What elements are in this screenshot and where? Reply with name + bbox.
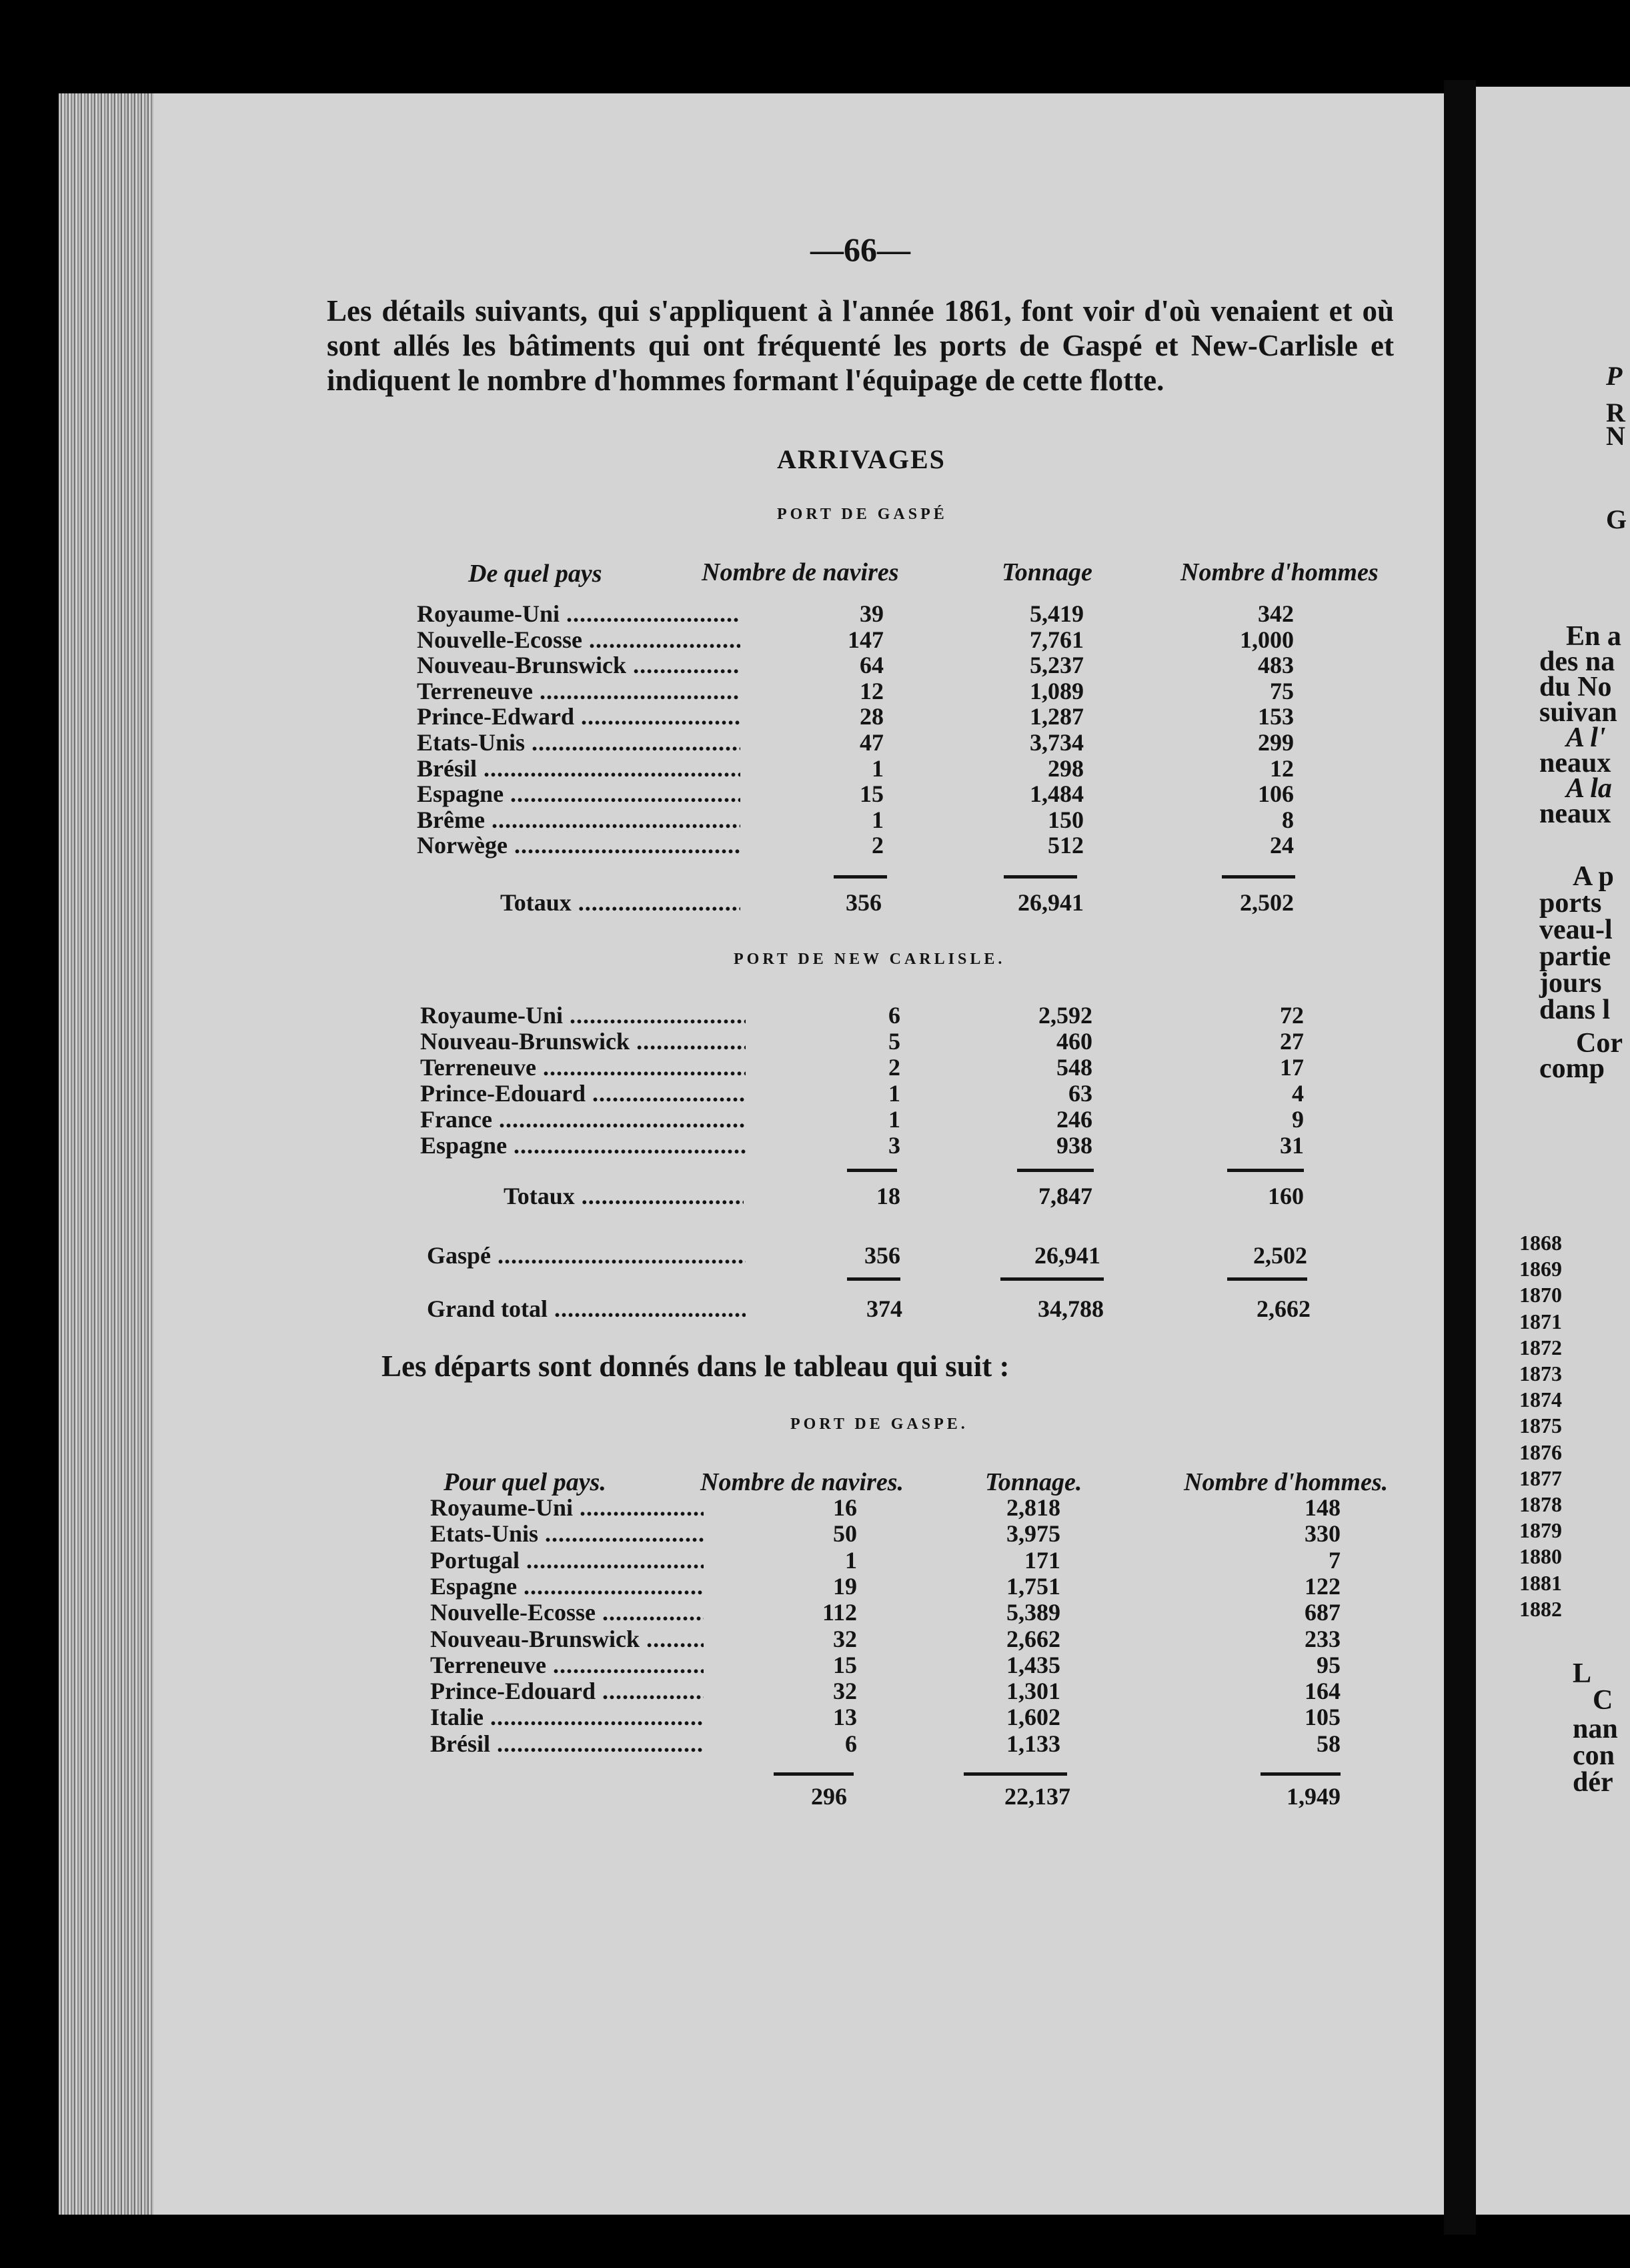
total-rule	[1004, 875, 1077, 879]
right-page-text: ports	[1539, 888, 1602, 919]
navires-value: 1	[888, 1106, 900, 1133]
country-label: France .....	[420, 1106, 746, 1133]
tonnage-value: 460	[1056, 1028, 1092, 1055]
right-page-text: 1881	[1519, 1570, 1562, 1595]
hommes-value: 27	[1280, 1028, 1304, 1055]
country-label: Etats-Unis .....	[417, 729, 740, 756]
right-page-text: N	[1606, 421, 1625, 451]
dep-col-header-hommes: Nombre d'hommes.	[1184, 1468, 1389, 1496]
navires-value: 12	[860, 677, 884, 704]
tonnage-value: 3,734	[1030, 729, 1084, 756]
tonnage-value: 512	[1048, 832, 1084, 859]
right-page-text: R	[1606, 398, 1625, 428]
navires-value: 2	[872, 832, 884, 859]
total-label: Totaux .....	[504, 1183, 744, 1209]
navires-value: 18	[876, 1183, 900, 1209]
right-page-text: 1876	[1519, 1440, 1562, 1464]
dep-total-rule	[1261, 1772, 1341, 1776]
navires-value: 356	[864, 1242, 900, 1269]
right-page-text: neaux	[1539, 748, 1611, 778]
book-gutter	[1444, 80, 1476, 2235]
hommes-value: 24	[1270, 832, 1294, 859]
tonnage-value: 1,301	[1006, 1678, 1060, 1705]
navires-value: 112	[822, 1599, 857, 1626]
dep-total-rule	[774, 1772, 854, 1776]
right-page-text: suivan	[1539, 697, 1617, 728]
country-label: Norwège .....	[417, 832, 740, 859]
right-page-text: partie	[1539, 941, 1611, 972]
dep-col-header-tonnage: Tonnage.	[985, 1468, 1082, 1496]
hommes-value: 95	[1317, 1651, 1341, 1678]
right-page-text: En a	[1566, 621, 1621, 652]
hommes-value: 483	[1258, 652, 1294, 679]
country-label: Royaume-Uni .....	[417, 600, 740, 627]
right-page-text: con	[1573, 1740, 1615, 1771]
tonnage-value: 7,761	[1030, 626, 1084, 653]
total-rule	[1227, 1169, 1304, 1172]
right-page-text: G	[1606, 504, 1627, 534]
navires-value: 1	[872, 806, 884, 833]
navires-value: 32	[833, 1625, 857, 1652]
country-label: Prince-Edouard .....	[420, 1080, 746, 1107]
total-rule	[834, 875, 887, 879]
right-page-text: 1875	[1519, 1413, 1562, 1438]
hommes-value: 58	[1317, 1730, 1341, 1757]
right-page-text: 1870	[1519, 1283, 1562, 1307]
right-page-text: 1871	[1519, 1309, 1562, 1333]
hommes-value: 31	[1280, 1132, 1304, 1159]
right-page-text: P	[1606, 361, 1623, 391]
country-label: Prince-Edouard .....	[430, 1678, 704, 1704]
tonnage-value: 938	[1056, 1132, 1092, 1159]
tonnage-value: 1,602	[1006, 1704, 1060, 1731]
right-page-text: comp	[1539, 1053, 1605, 1084]
hommes-value: 1,949	[1287, 1783, 1341, 1810]
country-label: Espagne .....	[430, 1573, 704, 1600]
tonnage-value: 1,435	[1006, 1651, 1060, 1678]
hommes-value: 299	[1258, 729, 1294, 756]
hommes-value: 330	[1305, 1520, 1341, 1548]
tonnage-value: 2,818	[1006, 1494, 1060, 1521]
country-label: Nouvelle-Ecosse .....	[417, 626, 740, 653]
navires-value: 19	[833, 1572, 857, 1600]
tonnage-value: 26,941	[1034, 1242, 1100, 1269]
tonnage-value: 246	[1056, 1106, 1092, 1133]
country-label: Brésil .....	[430, 1730, 704, 1757]
right-page-text: A la	[1566, 773, 1612, 804]
right-page-text: dans l	[1539, 995, 1611, 1025]
total-label: Grand total .....	[427, 1295, 746, 1322]
navires-value: 13	[833, 1704, 857, 1731]
navires-value: 32	[833, 1678, 857, 1705]
country-label: Nouveau-Brunswick .....	[420, 1028, 746, 1055]
right-page-text: nan	[1573, 1714, 1618, 1744]
hommes-value: 17	[1280, 1054, 1304, 1081]
right-page-text: veau-l	[1539, 915, 1613, 945]
hommes-value: 342	[1258, 600, 1294, 627]
right-page-text: Cor	[1576, 1028, 1623, 1059]
country-label: Terreneuve .....	[417, 678, 740, 704]
tonnage-value: 26,941	[1018, 889, 1084, 916]
tonnage-value: 5,389	[1006, 1599, 1060, 1626]
country-label: Brême .....	[417, 806, 740, 833]
hommes-value: 1,000	[1240, 626, 1294, 653]
tonnage-value: 548	[1056, 1054, 1092, 1081]
hommes-value: 8	[1282, 806, 1294, 833]
tonnage-value: 34,788	[1038, 1295, 1104, 1322]
tonnage-value: 63	[1068, 1080, 1092, 1107]
right-page-text: L	[1573, 1658, 1592, 1689]
country-label: Royaume-Uni .....	[420, 1002, 746, 1029]
col-header-tonnage: Tonnage	[1002, 558, 1092, 586]
navires-value: 6	[888, 1002, 900, 1029]
total-label: Gaspé .....	[427, 1242, 746, 1269]
tonnage-value: 1,089	[1030, 677, 1084, 704]
country-label: Italie .....	[430, 1704, 704, 1730]
total-rule	[1222, 875, 1295, 879]
hommes-value: 105	[1305, 1704, 1341, 1731]
tonnage-value: 22,137	[1004, 1783, 1070, 1810]
port-gaspe-title: PORT DE GASPÉ	[777, 506, 948, 523]
navires-value: 2	[888, 1054, 900, 1081]
page-number: —66—	[810, 231, 910, 268]
right-page-text: jours	[1539, 968, 1602, 999]
country-label: Terreneuve .....	[430, 1652, 704, 1678]
country-label: Espagne .....	[420, 1132, 746, 1159]
col-header-hommes: Nombre d'hommes	[1180, 558, 1379, 586]
navires-value: 28	[860, 703, 884, 730]
right-page-text: 1877	[1519, 1466, 1562, 1490]
hommes-value: 7	[1329, 1546, 1341, 1574]
grand-total-rule	[1227, 1277, 1307, 1281]
navires-value: 64	[860, 652, 884, 679]
tonnage-value: 1,133	[1006, 1730, 1060, 1757]
country-label: Terreneuve .....	[420, 1054, 746, 1081]
hommes-value: 160	[1268, 1183, 1304, 1209]
tonnage-value: 1,751	[1006, 1572, 1060, 1600]
navires-value: 3	[888, 1132, 900, 1159]
port-new-carlisle-title: PORT DE NEW CARLISLE.	[734, 951, 1006, 968]
right-page-text: 1880	[1519, 1544, 1562, 1569]
right-page-text: A p	[1573, 861, 1614, 892]
right-page-text: 1878	[1519, 1492, 1562, 1516]
navires-value: 6	[845, 1730, 857, 1757]
tonnage-value: 1,484	[1030, 780, 1084, 808]
navires-value: 47	[860, 729, 884, 756]
hommes-value: 9	[1292, 1106, 1304, 1133]
departures-intro: Les départs sont donnés dans le tableau qui suit :	[381, 1349, 1010, 1383]
dep-col-header-navires: Nombre de navires.	[700, 1468, 904, 1496]
country-label: Nouvelle-Ecosse .....	[430, 1599, 704, 1626]
right-page-text: 1872	[1519, 1335, 1562, 1359]
intro-paragraph: Les détails suivants, qui s'appliquent à l'année 1861, font voir d'où venaient et où sont allés les bâtiments qui ont fréquenté les ports de Gaspé et New-Carlisle et indiquent le nombre d'hommes formant l'équipage de cette flotte.	[327, 294, 1394, 397]
country-label: Nouveau-Brunswick .....	[430, 1626, 704, 1652]
navires-value: 16	[833, 1494, 857, 1521]
right-page-text: 1882	[1519, 1596, 1562, 1621]
grand-total-rule	[847, 1277, 900, 1281]
right-page-text: neaux	[1539, 798, 1611, 829]
navires-value: 1	[888, 1080, 900, 1107]
dep-total-rule	[964, 1772, 1067, 1776]
hommes-value: 148	[1305, 1494, 1341, 1521]
dep-col-header-pays: Pour quel pays.	[444, 1468, 606, 1496]
tonnage-value: 5,419	[1030, 600, 1084, 627]
departures-port-title: PORT DE GASPE.	[790, 1415, 968, 1433]
hommes-value: 153	[1258, 703, 1294, 730]
country-label: Espagne .....	[417, 780, 740, 807]
hommes-value: 4	[1292, 1080, 1304, 1107]
right-page-text: C	[1593, 1685, 1613, 1716]
country-label: Brésil .....	[417, 755, 740, 782]
navires-value: 50	[833, 1520, 857, 1548]
hommes-value: 2,502	[1240, 889, 1294, 916]
navires-value: 15	[860, 780, 884, 808]
navires-value: 1	[872, 754, 884, 782]
arrivals-heading: ARRIVAGES	[777, 444, 946, 474]
total-rule	[1017, 1169, 1094, 1172]
right-page-text: 1869	[1519, 1257, 1562, 1281]
navires-value: 374	[866, 1295, 902, 1322]
tonnage-value: 5,237	[1030, 652, 1084, 679]
country-label: Nouveau-Brunswick .....	[417, 652, 740, 678]
hommes-value: 122	[1305, 1572, 1341, 1600]
tonnage-value: 1,287	[1030, 703, 1084, 730]
right-page-text: dér	[1573, 1767, 1613, 1798]
hommes-value: 75	[1270, 677, 1294, 704]
tonnage-value: 3,975	[1006, 1520, 1060, 1548]
col-header-navires: Nombre de navires	[702, 558, 899, 586]
tonnage-value: 298	[1048, 754, 1084, 782]
tonnage-value: 2,662	[1006, 1625, 1060, 1652]
navires-value: 5	[888, 1028, 900, 1055]
hommes-value: 164	[1305, 1678, 1341, 1705]
country-label: Portugal .....	[430, 1547, 704, 1574]
right-page	[1476, 87, 1630, 2215]
right-page-text: 1868	[1519, 1231, 1562, 1255]
country-label: Prince-Edward .....	[417, 703, 740, 730]
navires-value: 15	[833, 1651, 857, 1678]
hommes-value: 233	[1305, 1625, 1341, 1652]
hommes-value: 12	[1270, 754, 1294, 782]
country-label: Etats-Unis .....	[430, 1520, 704, 1547]
grand-total-rule	[1000, 1277, 1104, 1281]
right-page-text: 1874	[1519, 1387, 1562, 1412]
hommes-value: 687	[1305, 1599, 1341, 1626]
right-page-text: des na	[1539, 646, 1615, 677]
right-page-text: 1879	[1519, 1518, 1562, 1543]
total-label: Totaux .....	[500, 889, 740, 916]
navires-value: 1	[845, 1546, 857, 1574]
tonnage-value: 7,847	[1038, 1183, 1092, 1209]
tonnage-value: 171	[1024, 1546, 1060, 1574]
country-label: Royaume-Uni .....	[430, 1494, 704, 1521]
navires-value: 147	[848, 626, 884, 653]
right-page-text: A l'	[1566, 722, 1606, 753]
hommes-value: 2,502	[1253, 1242, 1307, 1269]
right-page-text: du No	[1539, 672, 1612, 702]
navires-value: 356	[846, 889, 882, 916]
right-page-text: 1873	[1519, 1361, 1562, 1385]
total-rule	[847, 1169, 897, 1172]
hommes-value: 2,662	[1257, 1295, 1311, 1322]
hommes-value: 106	[1258, 780, 1294, 808]
tonnage-value: 2,592	[1038, 1002, 1092, 1029]
tonnage-value: 150	[1048, 806, 1084, 833]
hommes-value: 72	[1280, 1002, 1304, 1029]
navires-value: 39	[860, 600, 884, 627]
col-header-pays: De quel pays	[468, 560, 602, 588]
navires-value: 296	[811, 1783, 847, 1810]
